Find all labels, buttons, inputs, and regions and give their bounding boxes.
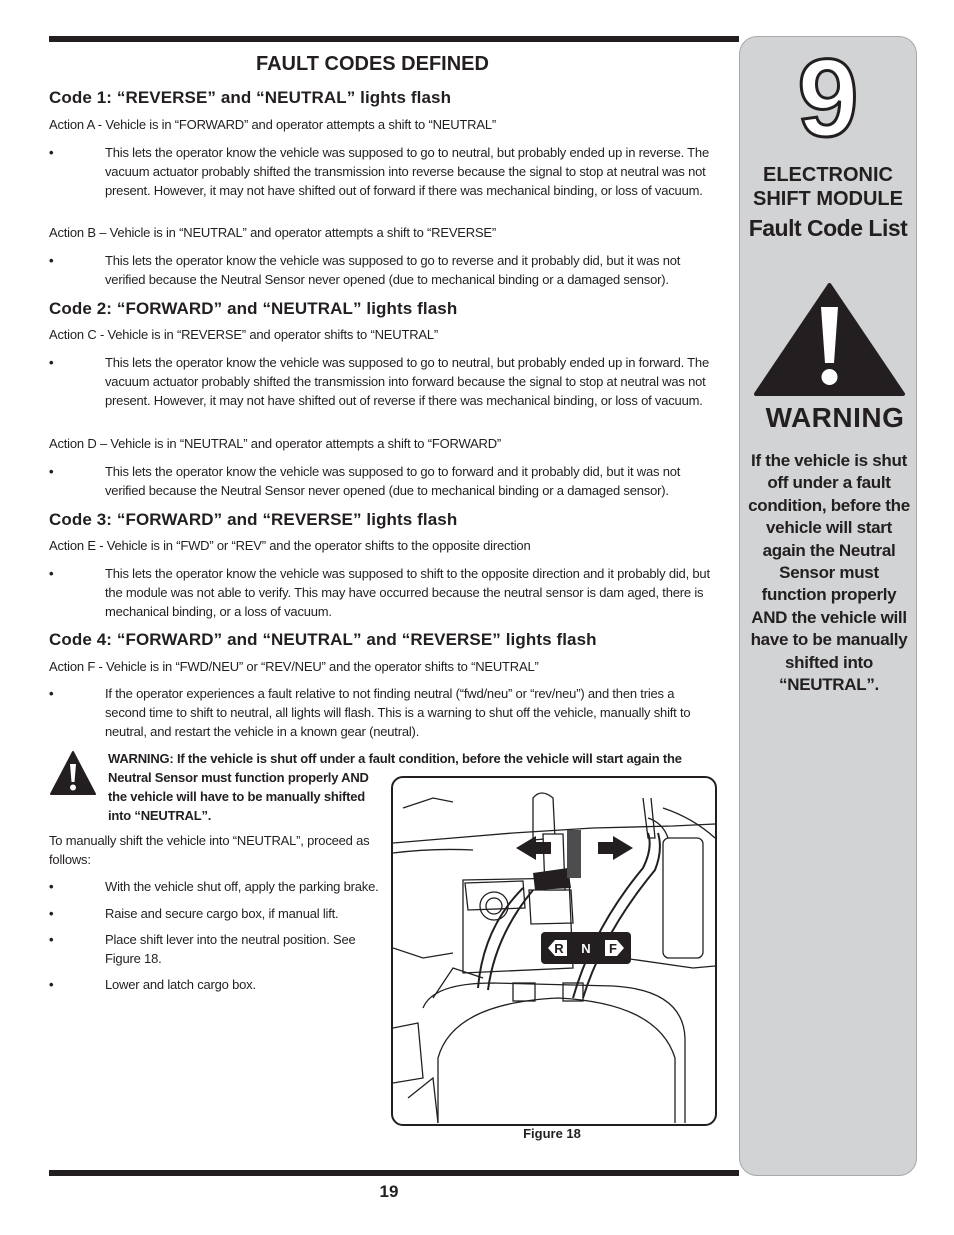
figure-18 <box>391 776 717 1126</box>
bullet-dot: • <box>49 464 54 479</box>
step-item <box>49 975 389 994</box>
bullet-dot: • <box>49 977 54 992</box>
sidebar-title-line: ELECTRONIC <box>763 164 893 186</box>
bullet-dot: • <box>49 906 54 921</box>
step-item <box>49 904 389 923</box>
figure-caption: Figure 18 <box>523 1126 581 1141</box>
action-a-label: Action A - Vehicle is in “FORWARD” and operator attempts a shift to “NEUTRAL” <box>49 117 496 132</box>
bullet-text: This lets the operator know the vehicle was supposed to go to neutral, but probably ended up in forward. The vacuum actuator probably shifted the transmission into forward because the signal to stop at neutral was not present. However, it may not have shifted out of reverse if there was mechanical binding, or loss of vacuum. <box>105 355 709 408</box>
shift-label-n: N <box>581 941 591 956</box>
code-1-heading: Code 1: “REVERSE” and “NEUTRAL” lights flash <box>49 88 452 107</box>
action-b-label: Action B – Vehicle is in “NEUTRAL” and operator attempts a shift to “REVERSE” <box>49 225 497 240</box>
shift-label-r: R <box>554 941 564 956</box>
inline-warning-line: into “NEUTRAL”. <box>108 808 212 823</box>
chapter-number: 9 <box>797 37 859 160</box>
page-number: 19 <box>379 1182 399 1201</box>
action-c-label: Action C - Vehicle is in “REVERSE” and operator shifts to “NEUTRAL” <box>49 327 439 342</box>
warning-triangle-icon <box>49 750 97 796</box>
bullet-text: This lets the operator know the vehicle was supposed to go to forward and it probably did, but it was not verified because the Neutral Sensor never opened (due to mechanical binding or a damaged sensor). <box>105 464 681 498</box>
bullet-text: This lets the operator know the vehicle was supposed to go to reverse and it probably did, but it was not verified because the Neutral Sensor never opened (due to mechanical binding or a damaged sensor). <box>105 253 681 287</box>
inline-warning-line: Neutral Sensor must function properly AND <box>108 770 369 785</box>
action-f-bullet <box>49 684 717 741</box>
shift-label-f: F <box>609 941 617 956</box>
action-f-label: Action F - Vehicle is in “FWD/NEU” or “REV/NEU” and the operator shifts to “NEUTRAL” <box>49 659 539 674</box>
bullet-dot: • <box>49 145 54 160</box>
action-d-bullet <box>49 462 717 500</box>
code-4-heading: Code 4: “FORWARD” and “NEUTRAL” and “REVERSE” lights flash <box>49 630 597 649</box>
bullet-dot: • <box>49 566 54 581</box>
sidebar-title-line: SHIFT MODULE <box>753 188 903 210</box>
bullet-dot: • <box>49 879 54 894</box>
top-rule <box>49 36 739 42</box>
step-text: With the vehicle shut off, apply the parking brake. <box>105 879 379 894</box>
step-text: Raise and secure cargo box, if manual lift. <box>105 906 339 921</box>
action-e-bullet <box>49 564 717 621</box>
action-a-bullet <box>49 143 717 200</box>
action-d-label: Action D – Vehicle is in “NEUTRAL” and operator attempts a shift to “FORWARD” <box>49 436 502 451</box>
action-b-bullet <box>49 251 717 289</box>
bullet-text: This lets the operator know the vehicle was supposed to shift to the opposite direction and it probably did, but the module was not able to verify. This may have occurred because the neutral sensor is dam aged, there is mechanical binding, or a loss of vacuum. <box>105 566 710 619</box>
bullet-dot: • <box>49 686 54 701</box>
step-item <box>49 930 374 968</box>
step-text: Lower and latch cargo box. <box>105 977 256 992</box>
bullet-text: This lets the operator know the vehicle was supposed to go to neutral, but probably ended up in reverse. The vacuum actuator probably shifted the transmission into reverse because the signal to stop at neutral was not present. However, it may not have shifted out of forward if there was mechanical binding, or loss of vacuum. <box>105 145 709 198</box>
sidebar-title <box>739 163 917 211</box>
step-item <box>49 877 389 896</box>
section-title: FAULT CODES DEFINED <box>256 53 489 75</box>
warning-body: If the vehicle is shut off under a fault condition, before the vehicle will start again the Neutral Sensor must function properly AND the vehicle will have to be manually shifted into “NEUTRAL”. <box>748 451 910 695</box>
inline-warning-line: the vehicle will have to be manually shifted <box>108 789 366 804</box>
shift-lever-illustration <box>393 778 715 1124</box>
bullet-dot: • <box>49 253 54 268</box>
action-e-label: Action E - Vehicle is in “FWD” or “REV” and the operator shifts to the opposite direction <box>49 538 531 553</box>
code-3-heading: Code 3: “FORWARD” and “REVERSE” lights flash <box>49 510 458 529</box>
code-2-heading: Code 2: “FORWARD” and “NEUTRAL” lights flash <box>49 299 458 318</box>
bullet-dot: • <box>49 932 54 947</box>
bullet-dot: • <box>49 355 54 370</box>
sidebar-subtitle: Fault Code List <box>748 215 908 241</box>
step-text: Place shift lever into the neutral position. See Figure 18. <box>105 932 356 966</box>
action-c-bullet <box>49 353 717 410</box>
manual-shift-intro: To manually shift the vehicle into “NEUTRAL”, proceed as follows: <box>49 833 370 867</box>
warning-heading: WARNING <box>765 402 905 433</box>
bullet-text: If the operator experiences a fault relative to not finding neutral (“fwd/neu” or “rev/neu”) and then tries a second time to shift to neutral, all lights will flash. This is a warning to shut off the vehicle, manually shift to neutral, and restart the vehicle in a known gear (neutral). <box>105 686 691 739</box>
bottom-rule <box>49 1170 739 1176</box>
inline-warning-line: WARNING: If the vehicle is shut off under a fault condition, before the vehicle will start again the <box>108 751 682 766</box>
warning-triangle-icon <box>753 281 906 398</box>
